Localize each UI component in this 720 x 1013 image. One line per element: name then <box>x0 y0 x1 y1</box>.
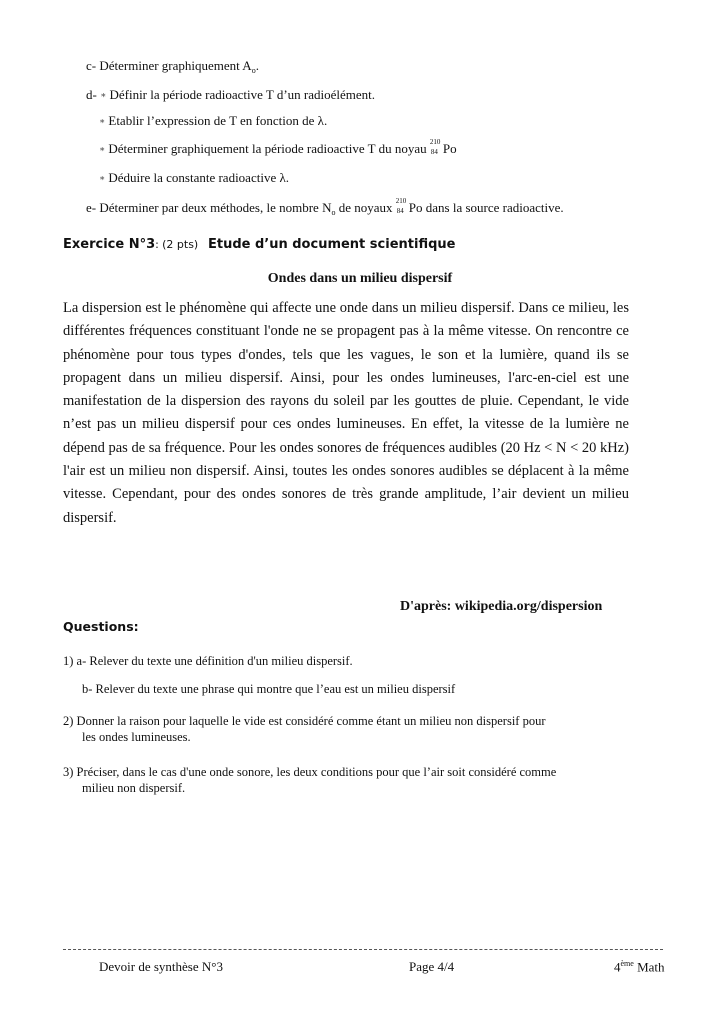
item-d1 <box>86 87 375 104</box>
item-d1-text: Définir la période radioactive T d’un radioélément. <box>106 87 376 102</box>
item-c-text: c- Déterminer graphiquement A <box>86 58 252 73</box>
item-e-text: e- Déterminer par deux méthodes, le nombre N <box>86 200 332 215</box>
document-paragraph: La dispersion est le phénomène qui affecte une onde dans un milieu dispersif. Dans ce milieu, les différentes fréquences constituant l'onde ne se propagent pas à la même vitesse. On rencontre ce phénomène pour tous types d'ondes, tels que les vagues, le son et la lumière, quand ils se propagent dans un milieu dispersif. Ainsi, pour les ondes lumineuses, l'arc-en-ciel est une manifestation de la dispersion des rayons du soleil par les gouttes de pluie. Cependant, le vide n’est pas un milieu dispersif pour ces ondes lumineuses. En effet, la vitesse de la lumière ne dépend pas de sa fréquence. Pour les ondes sonores de fréquences audibles (20 Hz < N < 20 kHz) l'air est un milieu non dispersif. Ainsi, toutes les ondes sonores audibles se déplacent à la même vitesse. Cependant, pour des ondes sonores de très grande amplitude, l’air devient un milieu dispersif. <box>63 300 629 526</box>
item-d4 <box>99 170 289 187</box>
question-1a: 1) a- Relever du texte une définition d'un milieu dispersif. <box>63 654 353 668</box>
footer-left: Devoir de synthèse N°3 <box>99 959 223 974</box>
footer-right-sup: ème <box>620 959 634 968</box>
nuclide-atomic-number: 84 <box>396 207 404 215</box>
item-c-end: . <box>255 58 259 73</box>
document-title: Ondes dans un milieu dispersif <box>267 271 453 286</box>
nuclide-notation <box>429 138 442 156</box>
nuclide-notation <box>395 197 408 215</box>
exercise-heading <box>63 236 455 252</box>
exercise-title: Etude d’un document scientifique <box>207 237 456 252</box>
item-c <box>86 58 259 76</box>
question-2-line1: 2) Donner la raison pour laquelle le vide est considéré comme étant un milieu non dispersif pour <box>63 714 546 728</box>
bullet-icon: ∗ <box>99 116 106 126</box>
item-d3 <box>99 138 457 158</box>
question-3-line2: milieu non dispersif. <box>82 781 186 795</box>
footer-divider <box>63 949 663 950</box>
item-d4-text: Déduire la constante radioactive λ. <box>105 170 290 185</box>
bullet-icon: ∗ <box>100 90 107 100</box>
nuclide-mass-number: 210 <box>395 197 407 205</box>
nuclide-symbol: Po <box>442 141 457 156</box>
item-d-prefix: d- <box>86 87 101 102</box>
exercise-points: (2 pts) <box>162 238 199 251</box>
exercise-label: Exercice N°3 <box>63 237 156 252</box>
bullet-icon: ∗ <box>99 173 106 183</box>
nuclide-mass-number: 210 <box>429 138 441 146</box>
footer-right-num: 4 <box>614 959 621 975</box>
document-source: D'après: wikipedia.org/dispersion <box>400 599 603 614</box>
item-e-subscript: o <box>331 208 336 217</box>
nuclide-atomic-number: 84 <box>430 148 438 156</box>
item-e-text-mid: de noyaux <box>335 200 396 215</box>
bullet-icon: ∗ <box>99 144 106 154</box>
footer-page-number: Page 4/4 <box>409 959 455 974</box>
questions-heading: Questions: <box>63 619 139 634</box>
question-3-line1: 3) Préciser, dans le cas d'une onde sonore, les deux conditions pour que l’air soit considéré comme <box>63 765 557 779</box>
question-1b: b- Relever du texte une phrase qui montre que l’eau est un milieu dispersif <box>82 682 456 696</box>
footer-right <box>614 959 720 975</box>
footer-right-text: Math <box>633 959 665 975</box>
item-e-text-end: dans la source radioactive. <box>422 200 564 215</box>
item-d2 <box>99 113 327 130</box>
nuclide-symbol: Po <box>408 200 423 215</box>
item-d3-text: Déterminer graphiquement la période radioactive T du noyau <box>105 141 430 156</box>
item-c-subscript: o <box>251 66 256 75</box>
item-d2-text: Etablir l’expression de T en fonction de λ. <box>105 113 328 128</box>
question-2-line2: les ondes lumineuses. <box>82 730 191 744</box>
item-e <box>86 197 564 218</box>
exercise-colon: : <box>155 238 159 251</box>
